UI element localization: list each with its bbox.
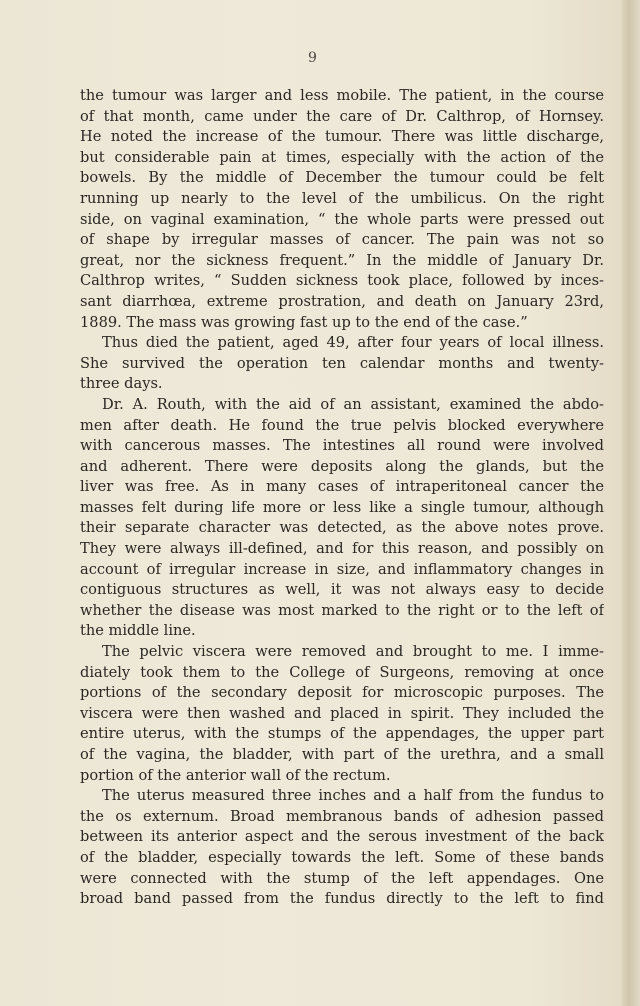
text-line: The uterus measured three inches and a half from the fundus to: [102, 787, 604, 805]
text-line: of shape by irregular masses of cancer. The pain was not so: [80, 231, 604, 249]
text-line: She survived the operation ten calendar months and twenty-: [80, 354, 604, 372]
text-line: Dr. A. Routh, with the aid of an assistant, examined the abdo-: [102, 395, 604, 413]
text-line: They were always ill-defined, and for this reason, and possibly on: [80, 540, 604, 558]
text-line: broad band passed from the fundus directly to the left to find: [80, 890, 604, 908]
text-line: viscera were then washed and placed in spirit. They included the: [80, 704, 604, 722]
text-line: three days.: [80, 375, 163, 393]
text-line: portions of the secondary deposit for microscopic purposes. The: [80, 684, 604, 702]
text-line: The pelvic viscera were removed and brought to me. I imme-: [102, 643, 604, 661]
text-line: great, nor the sickness frequent.” In the middle of January Dr.: [80, 251, 604, 269]
text-line: Calthrop writes, “ Sudden sickness took place, followed by inces-: [80, 272, 604, 290]
text-line: portion of the anterior wall of the rectum.: [80, 766, 391, 784]
text-line: of the bladder, especially towards the left. Some of these bands: [80, 848, 604, 866]
text-line: sant diarrhœa, extreme prostration, and death on January 23rd,: [80, 292, 604, 310]
text-line: side, on vaginal examination, “ the whole parts were pressed out: [80, 210, 604, 228]
text-line: the middle line.: [80, 622, 196, 640]
text-line: their separate character was detected, as the above notes prove.: [80, 519, 604, 537]
text-line: running up nearly to the level of the umbilicus. On the right: [80, 189, 604, 207]
text-line: Thus died the patient, aged 49, after four years of local illness.: [102, 334, 604, 352]
text-line: but considerable pain at times, especially with the action of the: [80, 148, 604, 166]
text-line: between its anterior aspect and the serous investment of the back: [80, 828, 604, 846]
text-line: 1889. The mass was growing fast up to the end of the case.”: [80, 313, 528, 331]
text-line: diately took them to the College of Surgeons, removing at once: [80, 663, 604, 681]
body-text: [80, 86, 604, 910]
text-line: liver was free. As in many cases of intraperitoneal cancer the: [80, 478, 604, 496]
text-line: contiguous structures as well, it was not always easy to decide: [80, 581, 604, 599]
text-line: of that month, came under the care of Dr. Calthrop, of Hornsey.: [80, 107, 604, 125]
text-line: He noted the increase of the tumour. There was little discharge,: [80, 128, 604, 146]
text-line: and adherent. There were deposits along the glands, but the: [80, 457, 604, 475]
text-line: of the vagina, the bladder, with part of the urethra, and a small: [80, 746, 604, 763]
text-line: with cancerous masses. The intestines all round were involved: [80, 437, 604, 455]
text-line: the tumour was larger and less mobile. The patient, in the course: [80, 87, 604, 104]
text-line: were connected with the stump of the left appendages. One: [80, 869, 604, 887]
text-line: the os externum. Broad membranous bands of adhesion passed: [80, 807, 604, 825]
text-line: account of irregular increase in size, and inflammatory changes in: [80, 560, 604, 578]
text-line: entire uterus, with the stumps of the appendages, the upper part: [80, 725, 604, 743]
text-line: men after death. He found the true pelvis blocked everywhere: [80, 416, 604, 434]
text-line: bowels. By the middle of December the tumour could be felt: [80, 169, 604, 187]
page-number: 9: [308, 50, 317, 66]
text-line: masses felt during life more or less like a single tumour, although: [80, 498, 604, 516]
text-line: whether the disease was most marked to the right or to the left of: [80, 601, 604, 619]
page-edge: [622, 0, 640, 1006]
